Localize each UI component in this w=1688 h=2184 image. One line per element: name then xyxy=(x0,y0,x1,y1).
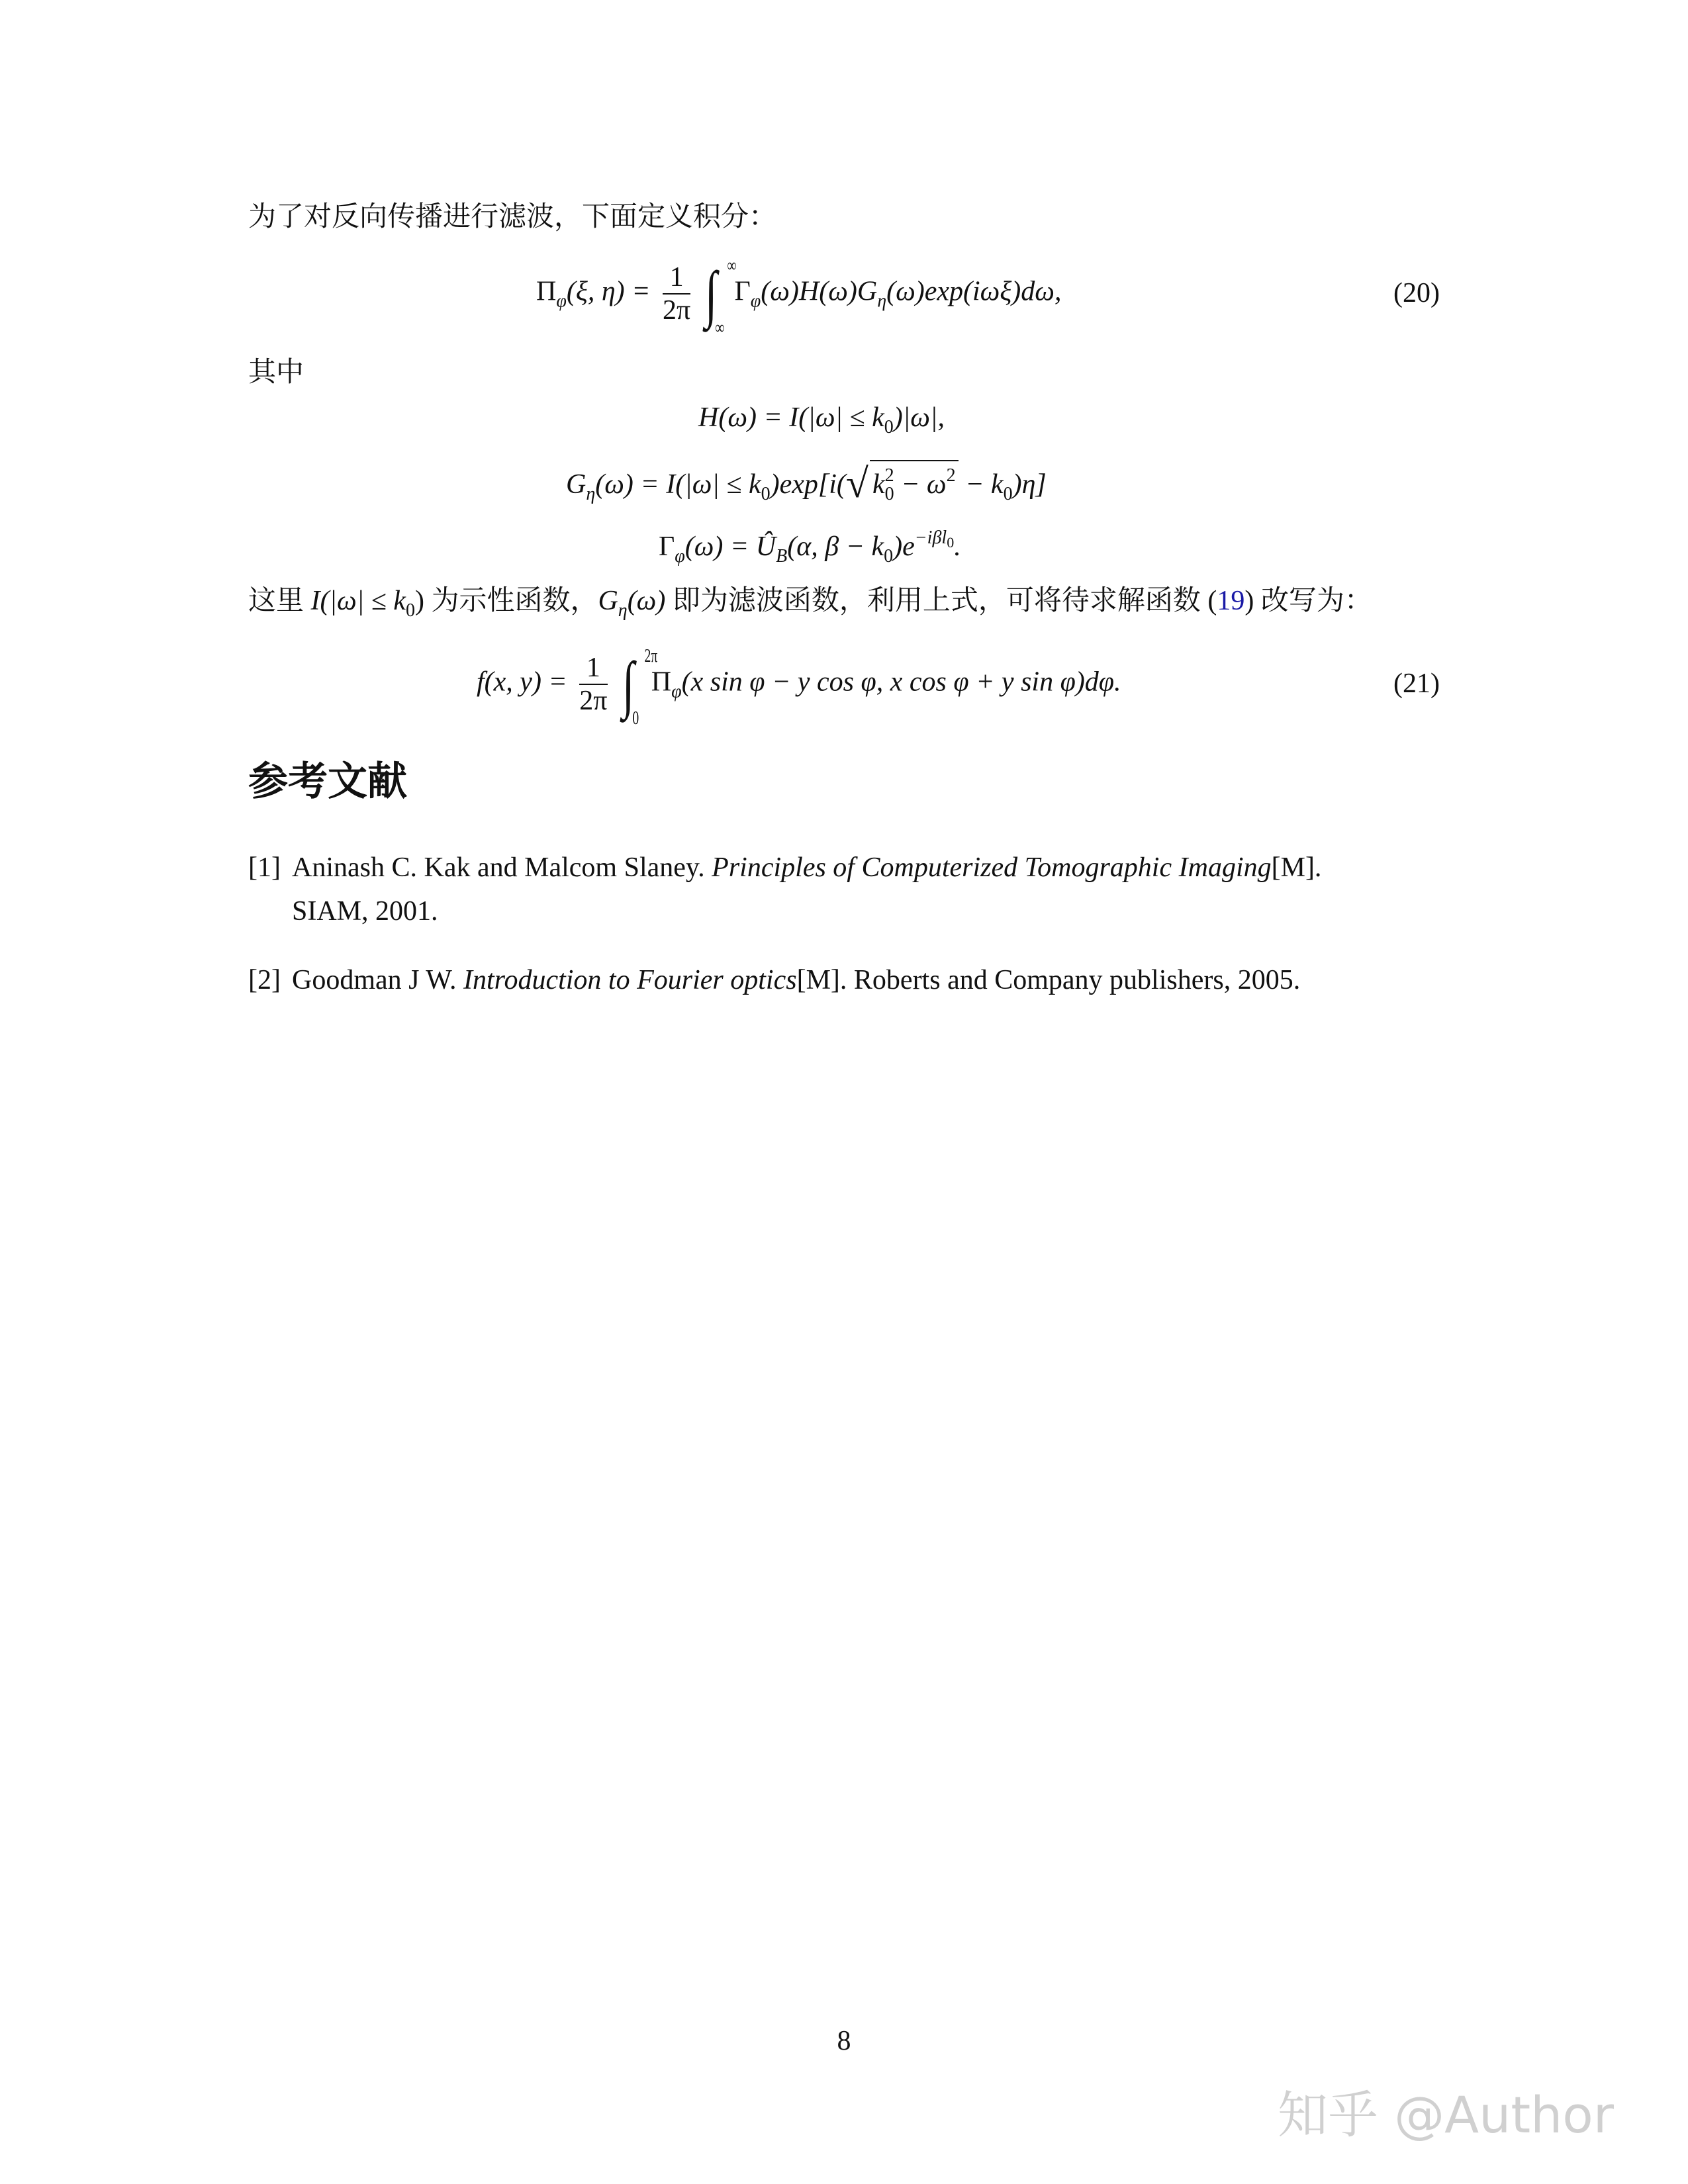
equation-21: f(x, y) = $\frac{1}{2\pi}$ ∫ 2π 0 $\Pi_\varphi(x$ sin φ − y cos φ, x cos φ + y sin φ)dφ. xyxy=(477,646,1121,729)
integral-sign: ∫ ∞ ∞ xyxy=(705,255,737,338)
reference-item: [2] Goodman J W. Introduction to Fourier optics[M]. Roberts and Company publishers, 2005. xyxy=(248,965,1301,995)
where-paragraph: 其中 xyxy=(248,357,305,388)
fraction: $\frac{1}{2\pi}$ xyxy=(662,262,691,326)
definition-gamma: $\Gamma_\varphi(\omega)$ = $Û_B(\alpha$, $\beta - k_0)e^{-i\beta l0}$. xyxy=(659,527,961,567)
references-heading: 参考文献 xyxy=(248,758,407,805)
fraction: $\frac{1}{2\pi}$ xyxy=(579,653,608,716)
reference-item: [1] Aninash C. Kak and Malcom Slaney. Principles of Computerized Tomographic Imaging[M]. SIAM, 2001. xyxy=(248,852,1322,927)
page-number: 8 xyxy=(837,2026,851,2056)
intro-paragraph xyxy=(248,199,776,236)
explanation-paragraph: 这里 $I(|\omega| \le k_0)$ 为示性函数，$G_\eta(\omega)$ 即为滤波函数，利用上式，可将待求解函数 (19) 改写为： xyxy=(248,586,1372,621)
definition-g: $G_\eta(\omega) = I(|\omega| \le k_0)\exp[i(√$ $k^2_0 - \omega^2 - k_0)\eta$] xyxy=(566,460,1047,513)
equation-reference-link[interactable]: 19 xyxy=(1217,586,1245,616)
intro-text: 为了对反向传播进行滤波，下面定义积分： xyxy=(248,202,777,232)
equation-20: $\Pi_\varphi(\xi$, η) = $\frac{1}{2\pi}$ ∫ ∞ ∞ $\Gamma_\varphi(\omega)H(\omega)G_\eta(\omega)\exp(i\omega\xi)d\omega$, xyxy=(536,255,1062,338)
watermark: 知乎 @Author xyxy=(1278,2085,1615,2144)
sqrt-sign: √ xyxy=(845,461,868,506)
sqrt-body: $k^2_0 - \omega^2$ xyxy=(870,460,959,509)
equation-number-20: (20) xyxy=(1393,278,1440,308)
definition-h: $H(\omega) = I(|\omega| \le k_0)|\omega|$, xyxy=(698,402,945,437)
equation-number-21: (21) xyxy=(1393,668,1440,699)
integral-sign: ∫ 2π 0 xyxy=(622,646,657,729)
